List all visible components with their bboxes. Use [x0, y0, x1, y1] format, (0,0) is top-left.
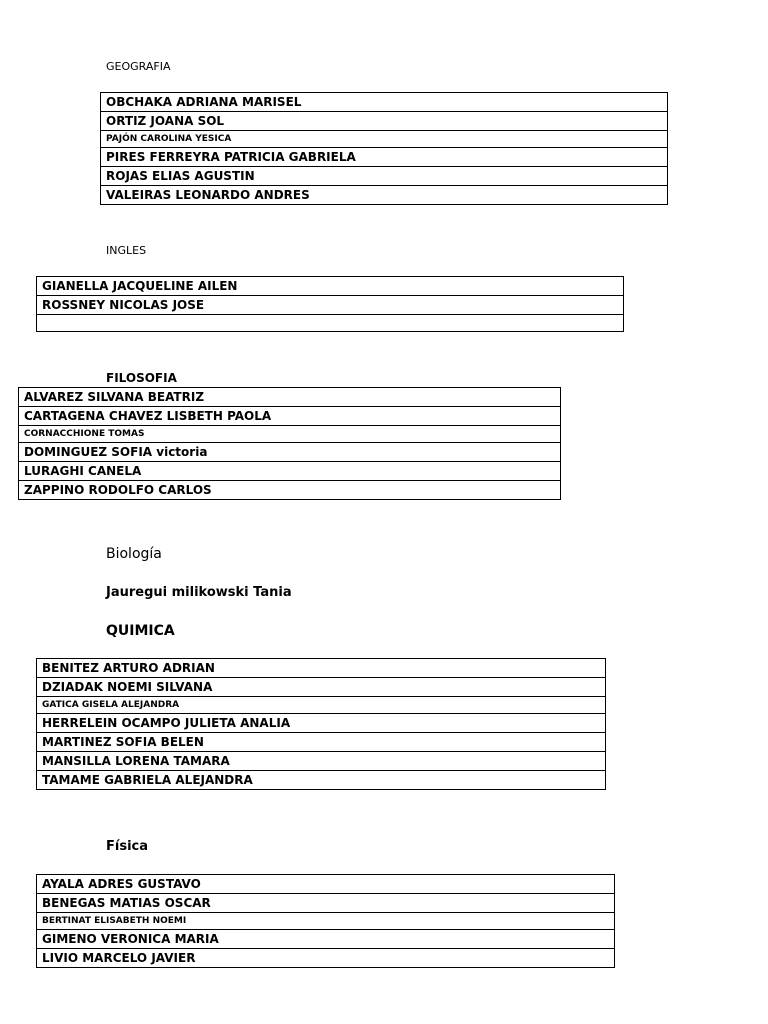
table-row	[37, 875, 615, 894]
table-row	[37, 949, 615, 968]
table-row	[37, 277, 624, 296]
table-cell: ZAPPINO RODOLFO CARLOS	[19, 481, 561, 500]
table-cell: DOMINGUEZ SOFIA victoria	[19, 443, 561, 462]
table-cell: ORTIZ JOANA SOL	[101, 112, 668, 131]
section-title-biologia: Biología	[106, 546, 162, 562]
table-row	[19, 388, 561, 407]
table-row	[19, 462, 561, 481]
table-filosofia	[18, 387, 561, 500]
table-row	[101, 112, 668, 131]
table-row	[19, 481, 561, 500]
table-fisica	[36, 874, 615, 968]
section-title-fisica: Física	[106, 839, 149, 854]
table-cell: VALEIRAS LEONARDO ANDRES	[101, 186, 668, 205]
table-row	[101, 131, 668, 148]
table-cell: LURAGHI CANELA	[19, 462, 561, 481]
table-cell: GIMENO VERONICA MARIA	[37, 930, 615, 949]
table-row	[37, 752, 606, 771]
table-row	[101, 148, 668, 167]
table-cell: PIRES FERREYRA PATRICIA GABRIELA	[101, 148, 668, 167]
table-cell: DZIADAK NOEMI SILVANA	[37, 678, 606, 697]
table-cell: CARTAGENA CHAVEZ LISBETH PAOLA	[19, 407, 561, 426]
table-row	[19, 443, 561, 462]
table-cell	[37, 315, 624, 332]
table-cell: MANSILLA LORENA TAMARA	[37, 752, 606, 771]
table-cell: TAMAME GABRIELA ALEJANDRA	[37, 771, 606, 790]
table-cell: GIANELLA JACQUELINE AILEN	[37, 277, 624, 296]
table-cell: BERTINAT ELISABETH NOEMI	[37, 913, 615, 930]
table-cell: AYALA ADRES GUSTAVO	[37, 875, 615, 894]
table-row	[37, 913, 615, 930]
table-row	[19, 407, 561, 426]
table-row	[37, 714, 606, 733]
section-title-ingles: INGLES	[106, 244, 147, 257]
table-cell: OBCHAKA ADRIANA MARISEL	[101, 93, 668, 112]
table-cell: PAJÓN CAROLINA YESICA	[101, 131, 668, 148]
table-row	[37, 733, 606, 752]
table-cell: MARTINEZ SOFIA BELEN	[37, 733, 606, 752]
table-cell: LIVIO MARCELO JAVIER	[37, 949, 615, 968]
section-title-filosofia: FILOSOFIA	[106, 371, 177, 385]
table-cell: ROJAS ELIAS AGUSTIN	[101, 167, 668, 186]
table-quimica	[36, 658, 606, 790]
table-row	[37, 894, 615, 913]
table-row	[37, 678, 606, 697]
table-cell: ALVAREZ SILVANA BEATRIZ	[19, 388, 561, 407]
table-row	[37, 697, 606, 714]
section-title-quimica: QUIMICA	[106, 623, 175, 639]
table-cell: GATICA GISELA ALEJANDRA	[37, 697, 606, 714]
table-ingles	[36, 276, 624, 332]
table-row	[19, 426, 561, 443]
table-geografia	[100, 92, 668, 205]
table-cell: BENEGAS MATIAS OSCAR	[37, 894, 615, 913]
table-row	[37, 315, 624, 332]
table-cell: BENITEZ ARTURO ADRIAN	[37, 659, 606, 678]
table-cell: CORNACCHIONE TOMAS	[19, 426, 561, 443]
table-row	[37, 771, 606, 790]
table-row	[37, 930, 615, 949]
section-title-geografia: GEOGRAFIA	[106, 60, 171, 73]
table-row	[37, 296, 624, 315]
table-row	[101, 186, 668, 205]
biologia-student-name: Jauregui milikowski Tania	[106, 585, 292, 600]
table-row	[101, 93, 668, 112]
table-cell: HERRELEIN OCAMPO JULIETA ANALIA	[37, 714, 606, 733]
table-row	[37, 659, 606, 678]
table-cell: ROSSNEY NICOLAS JOSE	[37, 296, 624, 315]
table-row	[101, 167, 668, 186]
